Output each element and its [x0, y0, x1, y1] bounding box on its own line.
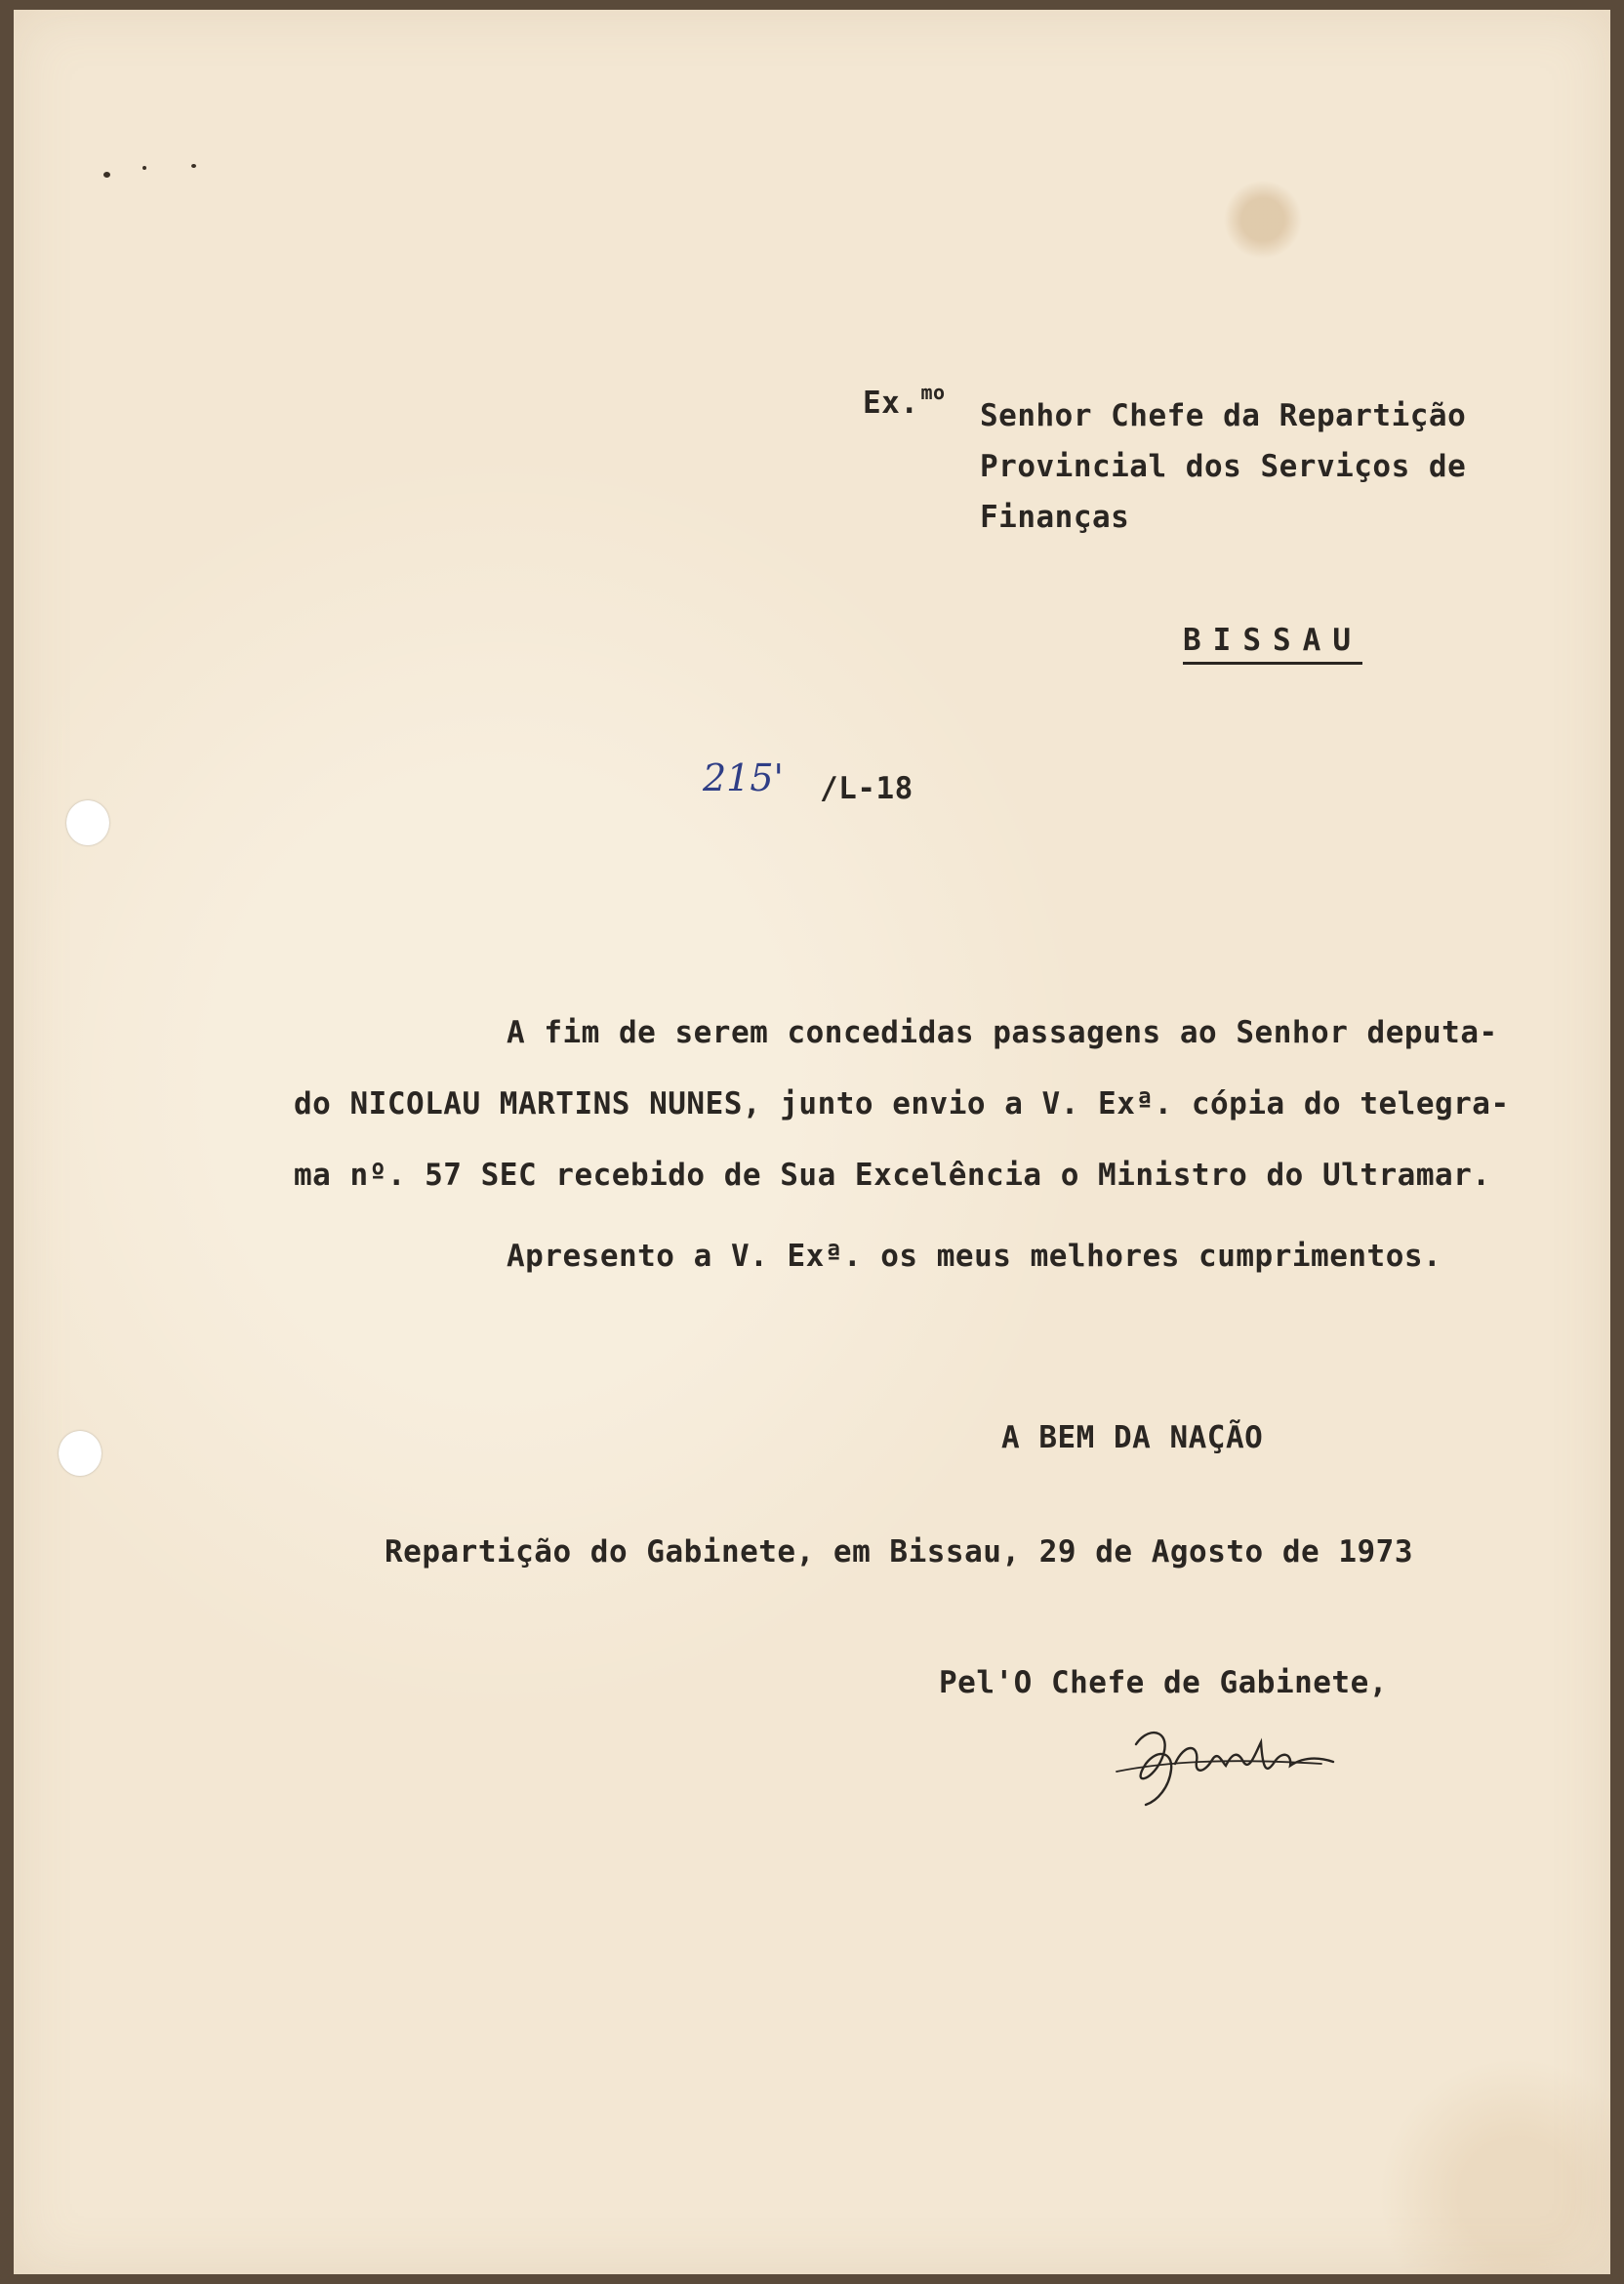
- place-and-date: Repartição do Gabinete, em Bissau, 29 de Agosto de 1973: [385, 1534, 1413, 1570]
- reference-typed-suffix: /L-18: [820, 771, 914, 806]
- body-line-1: A fim de serem concedidas passagens ao Senhor deputa-: [507, 1015, 1498, 1050]
- closing-formula: A BEM DA NAÇÃO: [1001, 1420, 1264, 1455]
- city: [1183, 623, 1362, 658]
- ink-speck: [103, 172, 110, 178]
- city-underlined: BISSAU: [1183, 623, 1362, 665]
- ink-speck: [142, 166, 146, 170]
- reference-handwritten-number: 215': [703, 756, 784, 799]
- salutation-line-2: Provincial dos Serviços de: [980, 449, 1467, 484]
- salutation-prefix: Ex. $^{mo}$: [863, 381, 946, 421]
- body-line-4: Apresento a V. Exª. os meus melhores cumprimentos.: [507, 1239, 1442, 1274]
- punch-hole-bottom: [59, 1431, 102, 1476]
- body-line-3: ma nº. 57 SEC recebido de Sua Excelência o Ministro do Ultramar.: [294, 1158, 1491, 1193]
- salutation-line-3: Finanças: [980, 500, 1130, 535]
- body-line-2: do NICOLAU MARTINS NUNES, junto envio a V. Exª. cópia do telegra-: [294, 1086, 1510, 1122]
- handwritten-signature: [1107, 1703, 1360, 1811]
- document-page: [14, 10, 1610, 2274]
- salutation-line-1: Senhor Chefe da Repartição: [980, 398, 1467, 433]
- signatory-title: Pel'O Chefe de Gabinete,: [939, 1665, 1388, 1700]
- punch-hole-top: [66, 800, 109, 845]
- ink-speck: [191, 164, 196, 168]
- salutation-prefix-superscript: mo: [920, 381, 946, 404]
